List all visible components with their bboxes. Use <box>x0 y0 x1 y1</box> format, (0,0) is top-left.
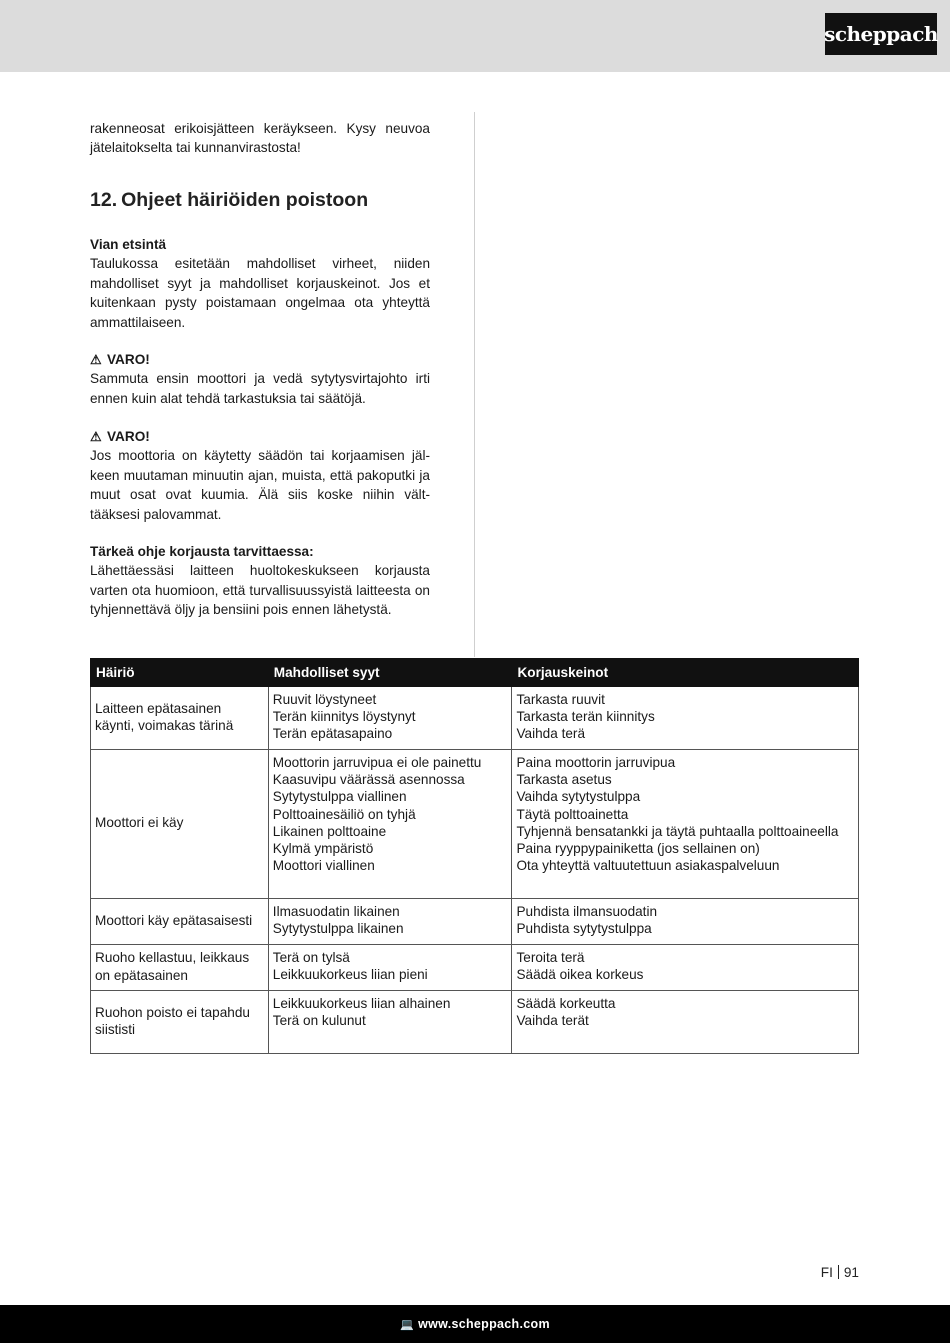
table-row <box>91 945 859 991</box>
causes-cell <box>268 899 512 945</box>
remedy-item: Paina ryyppypainiketta (jos sellainen on) <box>516 841 760 857</box>
warning-label: VARO! <box>107 352 150 367</box>
remedy-item: Ota yhteyttä valtuutettuun asiakaspalveluun <box>516 858 780 874</box>
cause-item: Kylmä ympäristö <box>272 841 374 857</box>
column-divider <box>474 112 475 657</box>
page-number-separator <box>838 1265 839 1279</box>
cause-item: Kaasuvipu väärässä asennossa <box>272 772 465 788</box>
warning-text: Jos moottoria on käytetty säädön tai korjaamisen jäl-keen muutaman minuutin ajan, muista, että pakoputki ja muut osat ovat kuumia. Älä siis koske niihin vält-tääksesi palovammat. <box>90 448 430 522</box>
fault-cell: Laitteen epätasainen käynti, voimakas tärinä <box>91 687 269 750</box>
warning-triangle-icon: ⚠ <box>90 352 102 367</box>
repair-block <box>90 542 430 620</box>
table-row <box>91 750 859 899</box>
remedies-cell <box>512 991 859 1054</box>
remedy-item: Vaihda terät <box>516 1013 589 1029</box>
remedy-item: Vaihda sytytystulppa <box>516 789 641 805</box>
fault-cell: Moottori ei käy <box>91 750 269 899</box>
fault-cell: Moottori käy epätasaisesti <box>91 899 269 945</box>
remedy-item: Säädä korkeutta <box>516 996 616 1011</box>
remedy-item: Puhdista ilmansuodatin <box>516 904 658 919</box>
table-header-row <box>91 659 859 687</box>
section-title-text: Ohjeet häiriöiden poistoon <box>121 189 369 211</box>
remedy-item: Teroita terä <box>516 950 585 965</box>
table-row <box>91 991 859 1054</box>
column-header-causes: Mahdolliset syyt <box>268 659 512 687</box>
cause-item: Ilmasuodatin likainen <box>272 904 400 919</box>
remedy-item: Puhdista sytytystulppa <box>516 921 652 937</box>
warning-block-2 <box>90 427 430 524</box>
repair-text: Lähettäessäsi laitteen huoltokeskukseen korjausta varten ota huomioon, että turvallisuussyistä laitteesta on tyhjennettävä öljy ja bensiini pois ennen lähetystä. <box>90 563 430 618</box>
remedy-item: Säädä oikea korkeus <box>516 967 644 983</box>
remedies-cell <box>512 899 859 945</box>
causes-cell <box>268 687 512 750</box>
warning-text: Sammuta ensin moottori ja vedä sytytysvirtajohto irti ennen kuin alat tehdä tarkastuksia tai säätöjä. <box>90 371 430 406</box>
cause-item: Leikkuukorkeus liian pieni <box>272 967 428 983</box>
cause-item: Terä on tylsä <box>272 950 350 965</box>
table-row <box>91 687 859 750</box>
cause-item: Polttoainesäiliö on tyhjä <box>272 806 416 822</box>
warning-label: VARO! <box>107 429 150 444</box>
remedy-item: Täytä polttoainetta <box>516 806 629 822</box>
intro-block <box>90 119 430 158</box>
remedies-cell <box>512 750 859 899</box>
cause-item: Sytytystulppa viallinen <box>272 789 407 805</box>
cause-item: Sytytystulppa likainen <box>272 921 404 937</box>
remedy-item: Vaihda terä <box>516 726 586 742</box>
troubleshooting-table <box>90 658 859 1054</box>
cause-item: Leikkuukorkeus liian alhainen <box>272 996 451 1011</box>
fault-cell: Ruoho kellastuu, leikkaus on epätasainen <box>91 945 269 991</box>
cause-item: Moottori viallinen <box>272 858 375 874</box>
cause-item: Moottorin jarruvipua ei ole painettu <box>272 755 482 770</box>
remedies-cell <box>512 945 859 991</box>
remedies-cell <box>512 687 859 750</box>
page-number-value: 91 <box>843 1265 859 1280</box>
header-bar <box>0 0 950 72</box>
troubleshooting-heading: Vian etsintä <box>90 237 167 252</box>
page-number <box>821 1265 859 1280</box>
causes-cell <box>268 991 512 1054</box>
remedy-item: Tarkasta asetus <box>516 772 612 788</box>
causes-cell <box>268 945 512 991</box>
remedy-item: Tyhjennä bensatankki ja täytä puhtaalla polttoaineella <box>516 823 839 839</box>
repair-heading: Tärkeä ohje korjausta tarvittaessa: <box>90 544 314 559</box>
section-title <box>90 191 368 210</box>
remedy-item: Paina moottorin jarruvipua <box>516 755 676 770</box>
intro-text: rakenneosat erikoisjätteen keräykseen. Kysy neuvoa jätelaitokselta tai kunnanvirastosta! <box>90 121 430 156</box>
page-language: FI <box>820 1265 833 1280</box>
troubleshooting-text: Taulukossa esitetään mahdolliset virheet, niiden mahdolliset syyt ja mahdolliset korjauskeinot. Jos et kuitenkaan pysty poistamaan ongelmaa ota yhteyttä ammattilaiseen. <box>90 256 430 330</box>
cause-item: Likainen polttoaine <box>272 823 387 839</box>
column-header-fault: Häiriö <box>91 659 269 687</box>
cause-item: Terän epätasapaino <box>272 726 393 742</box>
footer-bar <box>0 1305 950 1343</box>
troubleshooting-block <box>90 235 430 332</box>
warning-block-1 <box>90 350 430 408</box>
scheppach-logo: scheppach <box>825 13 937 55</box>
computer-icon: 💻 <box>400 1318 415 1331</box>
remedy-item: Tarkasta terän kiinnitys <box>516 709 655 725</box>
table-row <box>91 899 859 945</box>
section-number: 12. <box>90 189 118 211</box>
column-header-remedies: Korjauskeinot <box>512 659 859 687</box>
footer-url[interactable]: www.scheppach.com <box>418 1317 550 1331</box>
cause-item: Terä on kulunut <box>272 1013 366 1029</box>
causes-cell <box>268 750 512 899</box>
remedy-item: Tarkasta ruuvit <box>516 692 605 707</box>
cause-item: Ruuvit löystyneet <box>272 692 377 707</box>
warning-triangle-icon: ⚠ <box>90 429 102 444</box>
fault-cell: Ruohon poisto ei tapahdu siististi <box>91 991 269 1054</box>
cause-item: Terän kiinnitys löystynyt <box>272 709 416 725</box>
